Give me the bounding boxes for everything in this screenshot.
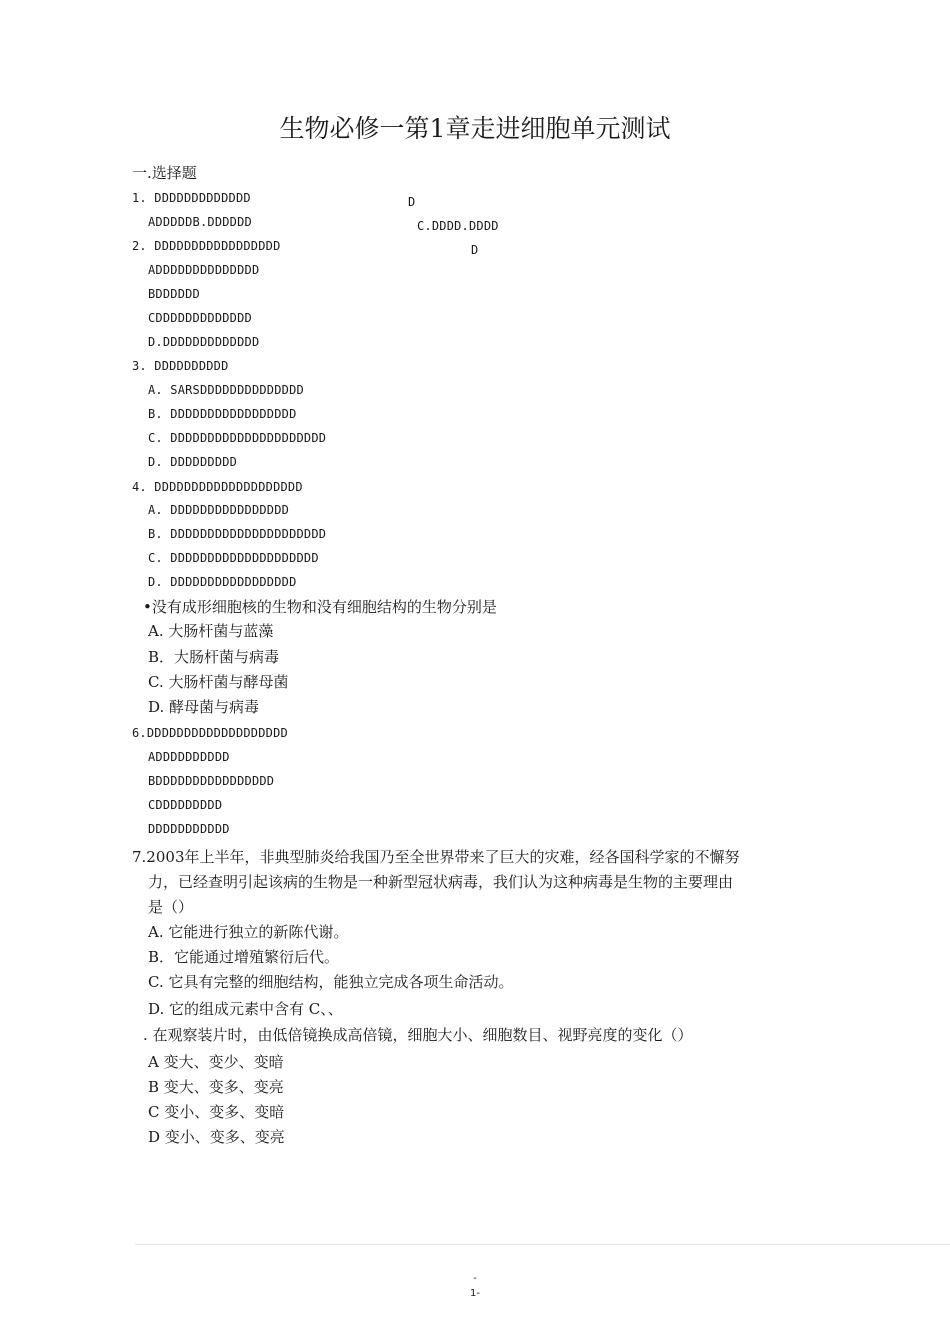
question-3-option: B. DDDDDDDDDDDDDDDDD bbox=[148, 407, 297, 421]
question-3-option: A. SARSDDDDDDDDDDDDDD bbox=[148, 383, 304, 397]
question-4-stem: 4. DDDDDDDDDDDDDDDDDDDD bbox=[132, 480, 303, 494]
question-5-option: C. 大肠杆菌与酵母菌 bbox=[148, 673, 289, 691]
question-1-option-fragment: D bbox=[408, 195, 416, 209]
question-7-option: D. 它的组成元素中含有 C、、 bbox=[148, 1000, 343, 1018]
question-6-stem: 6.DDDDDDDDDDDDDDDDDDD bbox=[132, 726, 288, 740]
question-7-option: C. 它具有完整的细胞结构，能独立完成各项生命活动。 bbox=[148, 973, 514, 991]
question-1-option-fragment: D bbox=[471, 243, 479, 257]
question-1-options: ADDDDDB.DDDDDD bbox=[148, 215, 252, 229]
question-6-option: DDDDDDDDDDD bbox=[148, 822, 230, 836]
question-6-option: CDDDDDDDDD bbox=[148, 798, 223, 812]
question-2-stem: 2. DDDDDDDDDDDDDDDDD bbox=[132, 239, 281, 253]
question-7-option: A. 它能进行独立的新陈代谢。 bbox=[148, 923, 349, 941]
question-4-option: B. DDDDDDDDDDDDDDDDDDDDD bbox=[148, 527, 327, 541]
question-2-option: CDDDDDDDDDDDDD bbox=[148, 311, 252, 325]
question-8-option: C 变小、变多、变暗 bbox=[148, 1103, 285, 1121]
question-6-option: ADDDDDDDDDD bbox=[148, 750, 230, 764]
question-2-option: ADDDDDDDDDDDDDD bbox=[148, 263, 260, 277]
question-7-stem-cont: 力，已经查明引起该病的生物是一种新型冠状病毒，我们认为这种病毒是生物的主要理由 bbox=[148, 873, 734, 891]
page-title: 生物必修一第1章走进细胞单元测试 bbox=[279, 114, 671, 143]
question-4-option: A. DDDDDDDDDDDDDDDD bbox=[148, 503, 290, 517]
question-2-option: D.DDDDDDDDDDDDD bbox=[148, 335, 260, 349]
question-8-stem: . 在观察装片时，由低倍镜换成高倍镜，细胞大小、细胞数目、视野亮度的变化（） bbox=[143, 1026, 693, 1044]
question-5-option: D. 酵母菌与病毒 bbox=[148, 698, 260, 716]
question-1-stem: 1. DDDDDDDDDDDDD bbox=[132, 191, 251, 205]
section-heading: 一.选择题 bbox=[132, 164, 197, 182]
question-4-option: D. DDDDDDDDDDDDDDDDD bbox=[148, 575, 297, 589]
question-5-option: A. 大肠杆菌与蓝藻 bbox=[148, 622, 274, 640]
question-5-option: B．大肠杆菌与病毒 bbox=[148, 648, 280, 666]
footer-dash: - bbox=[473, 1273, 477, 1284]
question-1-option-c-d: C.DDDD.DDDD bbox=[417, 219, 499, 233]
question-4-option: C. DDDDDDDDDDDDDDDDDDDD bbox=[148, 551, 319, 565]
footer-divider bbox=[135, 1244, 950, 1245]
question-7-stem-cont: 是（） bbox=[148, 898, 194, 916]
question-7-option: B．它能通过增殖繁衍后代。 bbox=[148, 948, 340, 966]
question-8-option: A 变大、变少、变暗 bbox=[148, 1053, 284, 1071]
question-5-stem: •没有成形细胞核的生物和没有细胞结构的生物分别是 bbox=[143, 598, 497, 616]
question-2-option: BDDDDDD bbox=[148, 287, 200, 301]
question-7-stem: 7.2003年上半年，非典型肺炎给我国乃至全世界带来了巨大的灾难，经各国科学家的不懈努 bbox=[132, 848, 740, 866]
question-6-option: BDDDDDDDDDDDDDDDD bbox=[148, 774, 275, 788]
question-8-option: B 变大、变多、变亮 bbox=[148, 1078, 284, 1096]
question-3-option: D. DDDDDDDDD bbox=[148, 455, 238, 469]
page-number: 1- bbox=[470, 1288, 480, 1299]
question-8-option: D 变小、变多、变亮 bbox=[148, 1128, 285, 1146]
question-3-option: C. DDDDDDDDDDDDDDDDDDDDD bbox=[148, 431, 327, 445]
question-3-stem: 3. DDDDDDDDDD bbox=[132, 359, 229, 373]
